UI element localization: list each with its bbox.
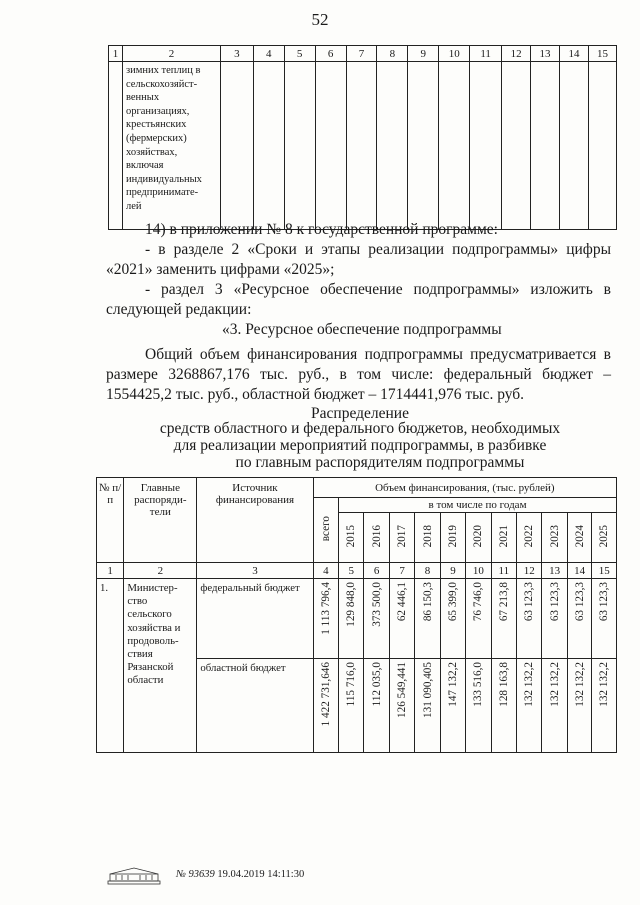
funding-line-1: Общий объем финансирования подпрограммы предусматривается в [145,346,611,363]
top-col-number: 1 [109,46,123,62]
year-header: 2019 [440,513,465,563]
federal-value: 67 213,8 [491,579,516,659]
regional-total: 1 422 731,646 [313,659,338,753]
year-header: 2015 [339,513,364,563]
col-number: 2 [124,563,197,579]
footer-stamp [176,869,304,880]
top-table [108,45,617,230]
year-header: 2016 [364,513,389,563]
federal-total: 1 113 796,4 [313,579,338,659]
funding-line-2: размере 3268867,176 тыс. руб., в том числе: федеральный бюджет – [106,366,611,383]
regional-value: 147 132,2 [440,659,465,753]
top-col-number: 2 [122,46,220,62]
federal-value: 63 123,3 [517,579,542,659]
top-col-number: 9 [408,46,439,62]
regional-value: 132 132,2 [517,659,542,753]
footer-timestamp: 19.04.2019 14:11:30 [217,869,305,880]
ministry-name: Министер- ство сельского хозяйства и продоволь- ствия Рязанской области [124,579,197,753]
regional-value: 132 132,2 [592,659,617,753]
item-14-heading: 14) в приложении № 8 к государственной программе: [145,221,498,238]
regional-value: 133 516,0 [466,659,491,753]
regional-value: 132 132,2 [567,659,592,753]
regional-value: 132 132,2 [542,659,567,753]
regional-value: 128 163,8 [491,659,516,753]
col-number: 9 [440,563,465,579]
source-federal: федеральный бюджет [197,579,313,659]
federal-value: 63 123,3 [542,579,567,659]
top-col-number: 3 [220,46,253,62]
distribution-title: Распределение [311,405,409,422]
top-col-number: 5 [284,46,315,62]
top-col-number: 11 [470,46,502,62]
header-funding-source: Источник финансирования [197,478,313,563]
distribution-table [96,477,617,753]
header-number: № п/п [97,478,124,563]
section-title: «3. Ресурсное обеспечение подпрограммы [222,321,502,338]
distribution-subtitle-3: по главным распорядителям подпрограммы [235,454,525,471]
distribution-subtitle-1: средств областного и федерального бюджетов, необходимых [159,420,561,437]
header-funding-volume: Объем финансирования, (тыс. рублей) [313,478,616,498]
regional-value: 112 035,0 [364,659,389,753]
col-number: 4 [313,563,338,579]
col-number: 5 [339,563,364,579]
col-number: 15 [592,563,617,579]
top-col-number: 8 [377,46,408,62]
dash-item-1: - в разделе 2 «Сроки и этапы реализации подпрограммы» цифры [145,241,611,258]
government-building-icon [106,866,162,886]
federal-value: 62 446,1 [389,579,414,659]
federal-value: 373 500,0 [364,579,389,659]
top-col-number: 13 [531,46,560,62]
federal-value: 76 746,0 [466,579,491,659]
dash-item-2: - раздел 3 «Ресурсное обеспечение подпрограммы» изложить в [145,281,611,298]
regional-value: 115 716,0 [339,659,364,753]
federal-value: 63 123,3 [567,579,592,659]
col-number: 11 [491,563,516,579]
top-table-row [109,62,617,230]
top-col-number: 15 [588,46,616,62]
col-number: 7 [389,563,414,579]
top-col-number: 7 [346,46,377,62]
col-number: 10 [466,563,491,579]
regional-value: 126 549,441 [389,659,414,753]
top-col-number: 12 [502,46,531,62]
source-regional: областной бюджет [197,659,313,753]
col-number: 6 [364,563,389,579]
page-number: 52 [311,10,329,29]
top-col-number: 10 [439,46,470,62]
dash-item-2-cont: следующей редакции: [106,301,252,318]
year-header: 2018 [415,513,440,563]
regional-value: 131 090,405 [415,659,440,753]
col-number: 14 [567,563,592,579]
table-row-federal [97,579,617,659]
top-table-header-row [109,46,617,62]
top-col-number: 6 [315,46,346,62]
year-header: 2020 [466,513,491,563]
top-col-number: 4 [253,46,284,62]
col-number: 13 [542,563,567,579]
col-number: 12 [517,563,542,579]
distribution-subtitle-2: для реализации мероприятий подпрограммы, в разбивке [173,437,547,454]
federal-value: 63 123,3 [592,579,617,659]
col-number: 8 [415,563,440,579]
year-header: 2023 [542,513,567,563]
col-number: 3 [197,563,313,579]
dash-item-1-cont: «2021» заменить цифрами «2025»; [106,261,335,278]
federal-value: 65 399,0 [440,579,465,659]
top-col-number: 14 [559,46,588,62]
header-by-years: в том числе по годам [339,498,617,513]
col-number: 1 [97,563,124,579]
funding-line-3: 1554425,2 тыс. руб., областной бюджет – 1714441,976 тыс. руб. [106,386,525,403]
federal-value: 129 848,0 [339,579,364,659]
row-number: 1. [97,579,124,753]
column-numbers-row [97,563,617,579]
year-header: 2025 [592,513,617,563]
header-total: всего [313,498,338,563]
year-header: 2021 [491,513,516,563]
table-header-row-1 [97,478,617,498]
top-table-text-cell: зимних теплиц в сельскохозяйст- венных организациях, крестьянских (фермерских) хозяйствах, включая индивидуальных предпринимате- лей [122,62,220,230]
year-header: 2017 [389,513,414,563]
year-header: 2024 [567,513,592,563]
footer-doc-number: № 93639 [176,869,215,880]
year-header: 2022 [517,513,542,563]
federal-value: 86 150,3 [415,579,440,659]
header-main-managers: Главные распоряди- тели [124,478,197,563]
